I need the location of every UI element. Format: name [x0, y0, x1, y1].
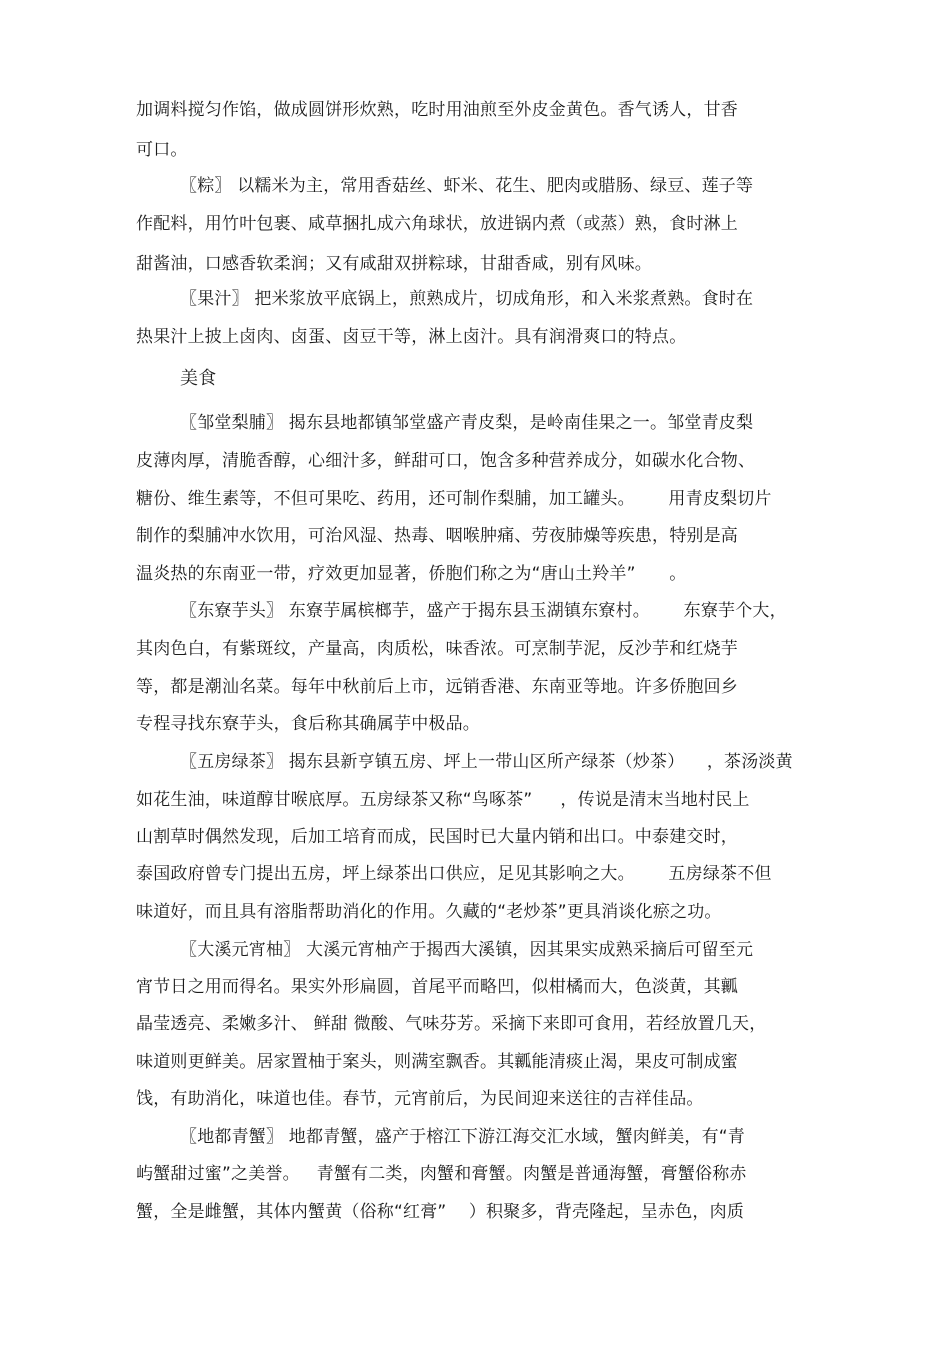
text-line: 〖粽〗 以糯米为主，常用香菇丝、虾米、花生、肥肉或腊肠、绿豆、莲子等 [180, 176, 754, 196]
text-line: 泰国政府曾专门提出五房，坪上绿茶出口供应，足见其影响之大。 五房绿茶不但 [136, 864, 772, 884]
text-line: 糖份、维生素等，不但可果吃、药用，还可制作梨脯，加工罐头。 用青皮梨切片 [136, 489, 772, 509]
text-line: 专程寻找东寮芋头，食后称其确属芋中极品。 [136, 714, 480, 734]
text-line: 等，都是潮汕名菜。每年中秋前后上市，远销香港、东南亚等地。许多侨胞回乡 [136, 677, 738, 697]
text-line: 晶莹透亮、柔嫩多汁、 鲜甜 微酸、气味芬芳。采摘下来即可食用，若经放置几天， [136, 1014, 767, 1034]
text-line: 〖东寮芋头〗 东寮芋属槟榔芋，盛产于揭东县玉湖镇东寮村。 东寮芋个大， [180, 601, 787, 621]
text-line: 加调料搅匀作馅，做成圆饼形炊熟，吃时用油煎至外皮金黄色。香气诱人，甘香 [136, 100, 738, 120]
text-line: 〖五房绿茶〗 揭东县新亨镇五房、坪上一带山区所产绿茶（炒茶） ，茶汤淡黄 [180, 752, 793, 772]
text-line: 制作的梨脯冲水饮用，可治风湿、热毒、咽喉肿痛、劳夜肺燥等疾患，特别是高 [136, 526, 738, 546]
text-line: 热果汁上披上卤肉、卤蛋、卤豆干等，淋上卤汁。具有润滑爽口的特点。 [136, 327, 687, 347]
text-line: 其肉色白，有紫斑纹，产量高，肉质松，味香浓。可烹制芋泥，反沙芋和红烧芋 [136, 639, 738, 659]
text-line: 屿蟹甜过蜜”之美誉。 青蟹有二类，肉蟹和膏蟹。肉蟹是普通海蟹，膏蟹俗称赤 [136, 1164, 747, 1184]
text-line: 作配料，用竹叶包裹、咸草捆扎成六角球状，放进锅内煮（或蒸）熟，食时淋上 [136, 214, 738, 234]
text-line: 蟹，全是雌蟹，其体内蟹黄（俗称“红膏” ）积聚多，背壳隆起，呈赤色，肉质 [136, 1202, 745, 1222]
text-line: 〖大溪元宵柚〗 大溪元宵柚产于揭西大溪镇，因其果实成熟采摘后可留至元 [180, 940, 754, 960]
text-line: 〖果汁〗 把米浆放平底锅上，煎熟成片，切成角形，和入米浆煮熟。食时在 [180, 289, 754, 309]
text-line: 宵节日之用而得名。果实外形扁圆，首尾平而略凹，似柑橘而大，色淡黄，其瓤 [136, 977, 738, 997]
text-line: 〖邹堂梨脯〗 揭东县地都镇邹堂盛产青皮梨，是岭南佳果之一。邹堂青皮梨 [180, 413, 754, 433]
text-line: 皮薄肉厚，清脆香醇，心细汁多，鲜甜可口，饱含多种营养成分，如碳水化合物、 [136, 451, 756, 471]
text-line: 〖地都青蟹〗 地都青蟹，盛产于榕江下游江海交汇水域，蟹肉鲜美，有“青 [180, 1127, 746, 1147]
text-line: 饯，有助消化，味道也佳。春节，元宵前后，为民间迎来送往的吉祥佳品。 [136, 1089, 704, 1109]
text-line: 甜酱油，口感香软柔润；又有咸甜双拼粽球，甘甜香咸，别有风味。 [136, 254, 652, 274]
text-line: 可口。 [136, 140, 188, 160]
text-line: 山割草时偶然发现，后加工培育而成，民国时已大量内销和出口。中泰建交时， [136, 827, 738, 847]
text-line: 温炎热的东南亚一带，疗效更加显著，侨胞们称之为“唐山土羚羊” 。 [136, 564, 687, 584]
text-line: 如花生油，味道醇甘喉底厚。五房绿茶又称“鸟啄茶” ，传说是清末当地村民上 [136, 790, 750, 810]
section-heading: 美食 [180, 368, 217, 389]
text-line: 味道好，而且具有溶脂帮助消化的作用。久藏的“老炒茶”更具消谈化瘀之功。 [136, 902, 722, 922]
text-line: 味道则更鲜美。居家置柚于案头，则满室飘香。其瓤能清痰止渴，果皮可制成蜜 [136, 1052, 738, 1072]
